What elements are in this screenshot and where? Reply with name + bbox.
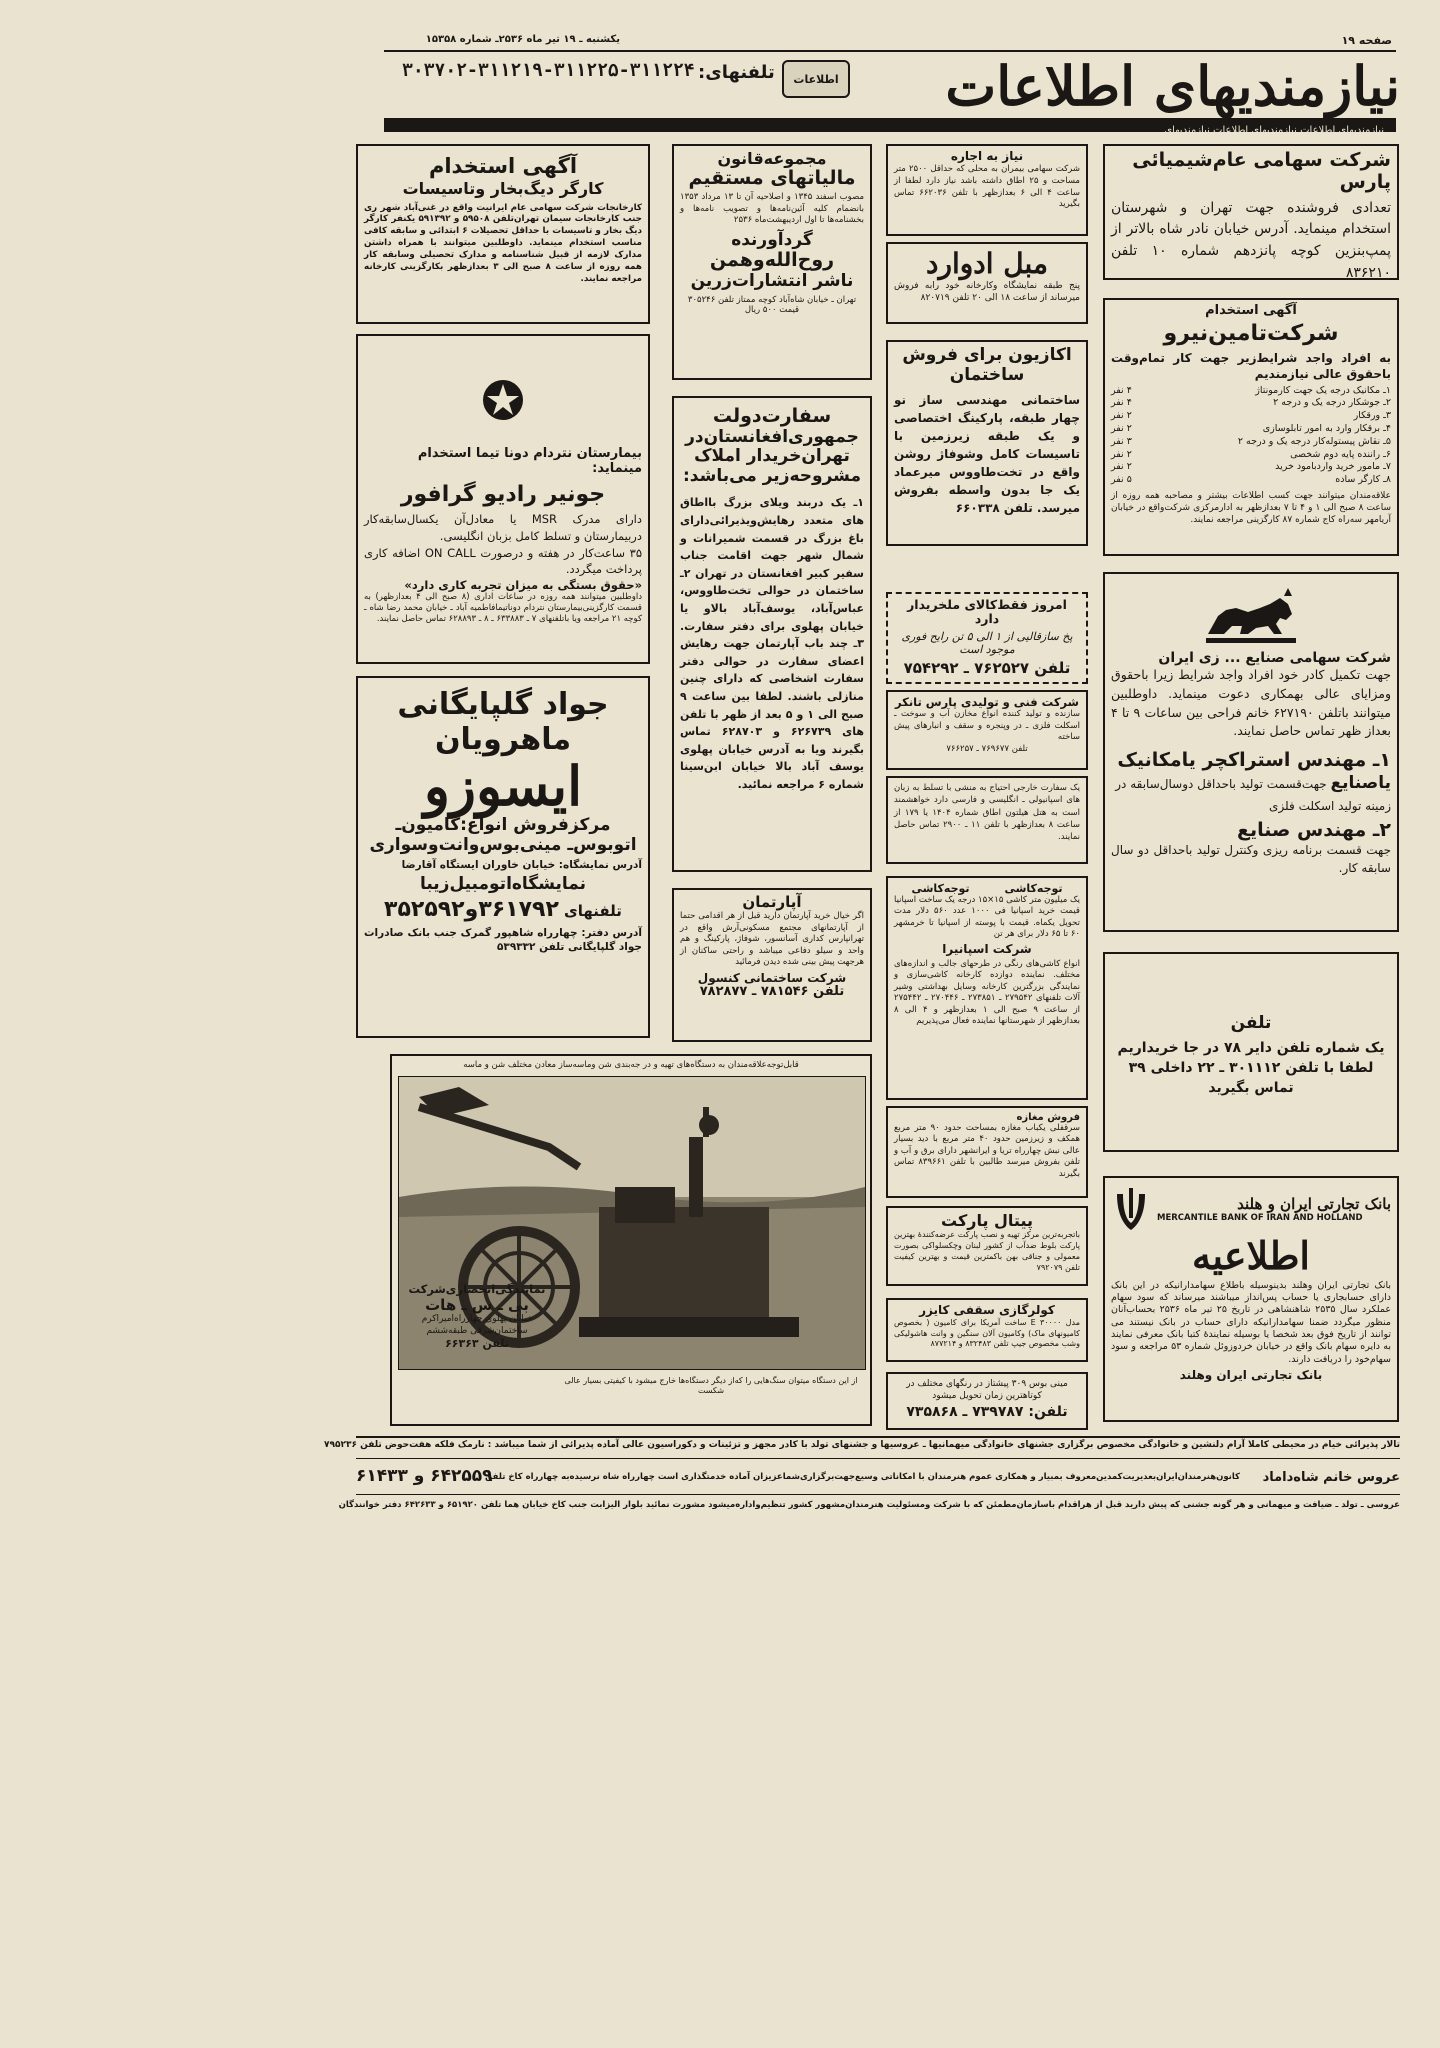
ad-body-3: «حقوق بستگی به میزان تجربه کاری دارد» — [404, 577, 642, 592]
agent-company: بی ـ س ـ هات — [425, 1296, 529, 1314]
ad-title: آپارتمان — [742, 893, 802, 911]
ad-body-2: ۳۵ ساعت‌کار در هفته و درصورت ON CALL اضافه کاری پرداخت میگردد. — [364, 545, 642, 577]
agent-phone: تلفن ۶۶۳۶۳ — [445, 1337, 509, 1351]
footer-line-2-phone: ۶۴۲۵۵۹ و ۶۱۴۳۳ — [356, 1466, 493, 1486]
ad-company: شرکت اسپانیرا — [942, 941, 1032, 956]
bank-name-fa: بانک تجارتی ایران و هلند — [1237, 1195, 1391, 1213]
bank-name-block — [1157, 1195, 1391, 1223]
ad-title: تلفن — [1230, 1013, 1272, 1033]
ad-boiler-job — [356, 144, 650, 324]
ad-title: اطلاعیه — [1192, 1233, 1310, 1278]
ad-title: پیتال پارکت — [941, 1211, 1033, 1230]
bank-emblem-icon — [1111, 1186, 1151, 1232]
showroom-phones: تلفنهای ۳۶۱۷۹۲و۳۵۲۵۹۲ — [384, 897, 622, 923]
ad-title-1: اکازیون برای فروش — [902, 345, 1072, 365]
vehicle-types: اتوبوس‌ـ مینی‌بوس‌وانت‌وسواری — [369, 834, 637, 855]
ad-title-2: مالیاتهای مستقیم — [688, 167, 856, 190]
ad-pars-tanker — [886, 690, 1088, 770]
ad-caption-top: قابل‌توجه‌علاقه‌مندان به دستگاه‌های تهیه‌ و در جه‌بندی شن وماسه‌ساز معادن مختلف شن و ماسه — [463, 1060, 799, 1070]
ad-phone: تلفن: ۷۳۹۷۸۷ ـ ۷۳۵۸۶۸ — [906, 1404, 1068, 1421]
ad-body: جهت تکمیل کادر خود افراد واجد شرایط زیرا باحقوق ومزایای عالی بهمکاری دعوت مینماید. داوطلبین میتوانند باتلفن ۶۲۷۱۹۰ خانم فراحی بین ساعات ۹ تا ۴ بعداز ظهر تماس حاصل نمایند. — [1111, 667, 1391, 739]
ad-title-1: توجه‌کاشی — [1004, 882, 1063, 895]
publisher: ناشر انتشارات‌زرین — [690, 271, 854, 292]
job-item: ۳ـ ورقکار ۲ نفر — [1111, 410, 1391, 422]
ad-title: شرکت‌تامین‌نیرو — [1163, 320, 1339, 346]
job-2-body: جهت قسمت برنامه ریزی وکنترل تولید باحداقل دو سال سابقه کار. — [1111, 842, 1391, 875]
compiler-label: گردآورنده — [731, 229, 813, 250]
job-item: ۶ـ راننده پایه دوم شخصی ۲ نفر — [1111, 448, 1391, 460]
footer-rule-top — [356, 1436, 1400, 1438]
ad-minibus — [886, 1372, 1088, 1430]
ad-embassy-secretary — [886, 776, 1088, 864]
ad-body: مینی بوس ۳۰۹ پیشتاز در رنگهای مختلف در کوتاهترین زمان تحویل میشود — [906, 1379, 1068, 1402]
ad-body: یک سفارت خارجی احتیاج به منشی با تسلط به زبان های اسپانیولی ـ انگلیسی و فارسی دارد خواهشمند است به هتل هیلتون اطاق شماره ۱۴۰۴ یا ۱۷۹ از ساعت ۸ بعدازظهر با تلفن ۱۱ ـ ۲۹۰۰ تماس حاصل نمایند. — [894, 783, 1080, 843]
hospital-intro: بیمارستان نتردام دونا تیما استخدام مینماید: — [417, 446, 642, 476]
ad-title: شرکت سهامی عام‌شیمیائی پارس — [1132, 149, 1391, 193]
footer — [324, 1436, 1400, 1546]
ad-afghan-embassy — [672, 396, 872, 872]
ad-intro: به افراد واجد شرایط‌زیر جهت‌ کار تمام‌وقت باحقوق عالی نیازمندیم — [1111, 351, 1391, 382]
ad-title: امروز فقط‌کالای ملخریدار دارد — [907, 597, 1067, 627]
masthead-phones: ۳۰۳۷۰۲-۳۱۱۲۱۹-۳۱۱۲۲۵-۳۱۱۲۲۴ — [402, 60, 695, 81]
phones-label: تلفنهای: — [698, 62, 775, 83]
ad-subtitle: کارگر دیگ‌بخار وتاسیسات — [402, 179, 604, 199]
job-1-title: ۱ـ مهندس استراکچر یامکانیک — [1117, 749, 1391, 771]
ad-footer: علاقه‌مندان میتوانند جهت کسب اطلاعات بیشتر و مصاحبه همه روزه از ساعت ۸ صبح الی ۱ و ۴ تا ۷ بعدازظهر به ادارمرکزی شرکت‌واقع در خیابان آریامهر سه‌راه کاج شماره ۸۷ کارگزینی مراجعه نمایند. — [1111, 491, 1391, 526]
job-item: ۸ـ کارگر ساده ۵ نفر — [1111, 474, 1391, 486]
masthead-banner — [384, 118, 1396, 136]
footer-rule-mid — [356, 1458, 1400, 1459]
ad-bank — [1103, 1176, 1399, 1422]
ad-title: شرکت فنی و تولیدی پارس تانکر — [895, 695, 1079, 709]
page-header — [338, 0, 1440, 140]
footer-line-2-left: عروس خانم شاه‌داماد — [1262, 1470, 1400, 1485]
ad-title-2: توجه‌کاشی — [911, 882, 970, 895]
ad-company: شرکت ساختمانی کنسول — [697, 970, 847, 985]
ad-goods — [886, 592, 1088, 684]
job-item: ۱ـ مکانیک درجه یک جهت کارمونتاژ ۴ نفر — [1111, 384, 1391, 396]
ad-body: یک میلیون متر کاشی ۱۵×۱۵ درجه یک ساخت اسپانیا قیمت خرید اسپانیا فی ۱۰۰۰ عدد ۵۶۰ دلار مدت تحویل یکماه. قیمت با پوسته از اسپانیا تا خرمشهر ۶۰ تا ۶۵ دلار برای هر تن — [894, 895, 1080, 940]
ad-body: بانک تجارتی ایران وهلند بدینوسیله باطلاع سهامدارانیکه در این بانک دارای حسابجاری یا حساب پس‌انداز میباشند میرساند که سود سهام عملکرد سال ۲۵۳۵ شاهنشاهی در تاریخ ۲۵ تیر ماه ۲۵۳۶ بحساب‌آنان منظور میگردد ضمنا سهامدارانیکه دارای حساب در بانک نیستند می توانند از تاریخ فوق بعد شخصا یا بوسیله نمایندهٔ کتبا بانک معرفی نمایند به دایره سهام بانک واقع در خیابان خردوزوئل شماره ۵۳ مراجعه و سود سهام‌خود را دریافت دارند. — [1111, 1279, 1391, 1365]
footer-line-1: تالار پذیرائی خیام در محیطی کاملا آرام دلنشین و خانوادگی مخصوص برگزاری جشنهای خانوادگی میهمانیها ـ عروسیها و جشنهای تولد با کادر مجهز و تزئینات و دکوراسیون عالی آماده پذیرائی از شما میباشد : نارمک فلکه هفت‌حوض تلفن ۷۹۵۲۳۶ — [324, 1440, 1400, 1450]
ad-phone: تلفن ۷۸۱۵۴۶ ـ ۷۸۲۸۷۷ — [699, 984, 845, 1000]
ad-body: پخ سازقالیی از ۱ الی ۵ تن رایح فوری موجود است — [901, 629, 1073, 656]
ad-title: شرکت سهامی صنایع ... زی ایران — [1158, 650, 1391, 666]
ad-title: کولرگازی سقفی کایزر — [919, 1303, 1055, 1317]
bank-logo-row — [1111, 1186, 1391, 1232]
ad-caption-bottom: از این دستگاه میتوان سنگ‌هایی را که‌از دیگر دستگاه‌ها خارج میشود‌ با کیفیتی بسیار عالی شکست — [564, 1376, 858, 1396]
job-item: ۵ـ نقاش پیستوله‌کار درجه یک و درجه ۲ ۳ نفر — [1111, 435, 1391, 447]
ad-phone: تلفن ۷۶۹۶۷۷ ـ ۷۶۶۲۵۷ — [946, 743, 1028, 754]
job-item: ۴ـ برقکار وارد به امور تابلوسازی ۲ نفر — [1111, 423, 1391, 435]
ad-body-2: انواع کاشی‌های رنگی در طرحهای جالب و اندازه‌های مختلف. نماینده دوازده کارخانه کاشی‌سازی و نمایندگی بزرگترین کارخانه وسایل بهداشتی وشیر آلات تلفنهای ۲۷۹۵۴۲ ـ ۲۷۳۸۵۱ ـ ۲۷۰۴۴۶ ـ ۲۷۵۴۴۲ از ساعت ۹ صبح الی ۱ بعدازظهر و ۴ الی ۸ بعدازظهر از شهرستانها نماینده فعال می‌پذیریم — [894, 958, 1080, 1027]
footer-rule-low — [356, 1494, 1400, 1495]
ad-body: مدل E ۳۰۰۰۰ ساخت آمریکا برای کامیون ( بخصوص کامیونهای ماک) وکامیون آلان سنگین و وانت هاشولیکی وشب مخصوص جیپ تلفن ۸۳۲۴۸۳ و ۸۷۷۲۱۴ — [894, 1317, 1080, 1349]
agent-info — [402, 1282, 552, 1350]
ad-body: شرکت سهامی بیمران به محلی که حداقل ۲۵۰۰ متر مساحت و ۲۵ اطاق داشته باشد نیاز دارد لطفا از ساعت ۴ الی ۶ بعدازظهر با تلفن ۶۶۲۰۳۶ تماس بگیرید — [894, 163, 1080, 210]
ad-gravel-machine — [390, 1054, 872, 1426]
ad-body: سازنده و تولید کننده انواع مخازن آب و سوخت ـ اسکلت فلزی ـ در وپنجره و سقف و انبارهای پیش ساخته — [894, 709, 1080, 743]
ad-title-1: مجموعه‌قانون — [717, 149, 827, 168]
ad-title: نیاز به اجاره — [950, 149, 1024, 163]
ad-title: فروش مغازه — [1016, 1112, 1080, 1123]
office-address: آدرس دفتر: چهارراه شاهپور گمرک جنب بانک صادرات جواد گلپایگانی تلفن ۵۳۹۳۳۲ — [364, 927, 642, 954]
ad-title: جونیر رادیو گرافور — [400, 482, 606, 507]
showroom-address: آدرس نمایشگاه: خیابان خاوران ایستگاه آقارضا — [401, 859, 642, 872]
page-number: صفحه ۱۹ — [1341, 34, 1392, 47]
ad-name: جواد گلپایگانی — [397, 687, 609, 722]
ad-title-2: جمهوری‌افغانستان‌در — [685, 426, 859, 447]
ad-phone-sale — [1103, 952, 1399, 1152]
ad-body-4: داوطلبین میتوانند همه روزه در ساعات اداری (۸ صبح الی ۴ بعدازظهر) به قسمت کارگزینی‌بیمارستان نتردام دوناتیمافاطمیه آباد ـ خیابان محمد رضا شاه ـ کوچه ۲۱ مراجعه ویا باتلفنهای ۷ ـ ۶۳۳۸۸۳ ـ ۸ ـ ۶۲۸۸۹۳ تماس حاصل نمایند. — [364, 591, 642, 625]
tile-titles — [894, 882, 1080, 895]
ad-body: سرقفلی یکباب مغازه بمساحت حدود ۹۰ متر مربع همکف و زیرزمین حدود ۴۰ متر مربع با دید بسیار عالی نبش چهارراه تریا و ایرانشهر دارای برق و آب و تلفن بفروش میرسد طالبین با تلفن ۸۳۹۶۶۱ تماس بگیرند — [894, 1123, 1081, 1179]
logo-text: اطلاعات — [793, 72, 839, 86]
ad-building-sale — [886, 340, 1088, 546]
showroom-name: نمایشگاه‌اتومبیل‌زیبا — [419, 874, 587, 895]
ad-body: کارخانجات شرکت سهامی عام ایرانیت واقع در غنی‌آباد شهر ری جنب کارخانجات سیمان تهران‌تلفن ۵۹۵۰۸ و ۵۹۱۳۹۲ یکنفر کارگر دیگ بخار و تاسیسات با حداقل تحصیلات ۶ ابتدائی و سابقه کافی مناسب استخدام مینماید. داوطلبین میتوانند با همراه داشتن مدارک لازمه از قبیل شناسنامه و مدارک تحصیلی وسابقه کار همه روزه از ساعت ۸ صبح الی ۳ بعدازظهر بکارگزینی کارخانه مراجعه نمایند. — [364, 202, 643, 284]
ad-title-2: ساختمان — [949, 364, 1025, 385]
brand-name: ایسوزو — [423, 754, 583, 818]
hospital-seal — [453, 344, 553, 444]
job-2-title: ۲ـ مهندس صنایع — [1237, 818, 1391, 841]
job-item: ۷ـ مامور خرید واردبامود خرید ۲ نفر — [1111, 461, 1391, 473]
ad-signature: بانک تجارتی ایران وهلند — [1179, 1368, 1323, 1383]
bank-name-en: MERCANTILE BANK OF IRAN AND HOLLAND — [1157, 1213, 1363, 1223]
agent-address: خیابان پهلوی چهارراه‌امیراکرم ساختمان‌شرقی‌ طبقه‌ششم — [421, 1314, 533, 1336]
lion-emblem-icon — [1196, 586, 1306, 646]
ad-tile — [886, 876, 1088, 1100]
banner-text: نیازمندیهای اطلاعات نیازمندیهای اطلاعات نیازمندیهای — [1164, 125, 1384, 136]
ad-isuzu-golpayegani — [356, 676, 650, 1038]
ad-title: مبل ادوارد — [926, 247, 1048, 280]
ad-pars-chemical — [1103, 144, 1399, 280]
ad-tax-law-book — [672, 144, 872, 380]
ad-hospital — [356, 334, 650, 664]
ad-job-list — [1111, 385, 1391, 488]
ad-rent-needed — [886, 144, 1088, 236]
ad-tamin-niroo — [1103, 298, 1399, 556]
ad-title-1: سفارت‌دولت — [712, 405, 832, 427]
hospital-seal-icon — [453, 344, 553, 444]
ad-body: ساختمانی مهندسی ساز نو چهار طبقه، پارکینگ اختصاصی و یک طبقه زیرزمین با تاسیسات کامل وشوفاژ روشن واقع در تخت‌طاووس میرعماد یک جا بدون واسطه بفروش میرسد. تلفن ۶۶۰۳۳۸ — [894, 393, 1080, 516]
header-rule — [384, 50, 1396, 52]
compiler-name: روح‌الله‌وهمن — [709, 249, 835, 272]
agent-label: نمایندگی‌انحصاری‌شرکت — [408, 1282, 546, 1296]
lion-logo — [1196, 586, 1306, 646]
ad-shop-sale — [886, 1106, 1088, 1198]
ad-header: آگهی استخدام — [1205, 303, 1297, 318]
ad-title-3: تهران‌خریدار املاک — [694, 446, 850, 467]
ad-phone: تلفن ۷۶۲۵۲۷ ـ ۷۵۴۲۹۲ — [903, 658, 1071, 677]
svg-text:NOTRE DAME DE FATIMA HOSPITAL — [453, 344, 457, 347]
masthead-title: نیازمندیهای اطلاعات — [945, 54, 1400, 118]
ad-body: باتجربه‌ترین مرکز تهیه و نصب پارکت عرضه‌کنندهٔ بهترین پارکت بلوط ضدآب از کشور لبنان وچکسلواکی بصورت معمولی و جناقی بهن باکمترین قیمت و بهترین کیفیت تلفن ۷۹۲۰۷۹ — [894, 1230, 1080, 1272]
ad-body: اگر خیال خرید آپارتمان دارید قبل از هر اقدامی حتما از آپارتمانهای مجتمع مسکونی‌آرش واقع در تهرانپارس کداری آسانسور، شوفاژ، پارکینگ و هم واحد و سیلو دفاعی میباشد و راحتی ساکنان از هرجهت پیش بینی شده دیدن فرمائید — [680, 911, 864, 968]
ad-address: تهران ـ خیابان شاه‌آباد کوچه ممتاز تلفن ۳۰۵۲۴۶ — [687, 294, 857, 305]
ad-price: قیمت ۵۰۰ ریال — [744, 304, 800, 315]
issue-date: یکشنبه ـ ۱۹ تیر ماه ۲۵۳۶ـ شماره ۱۵۳۵۸ — [425, 34, 620, 45]
ad-body: یک شماره تلفن دایر ۷۸ در جا خریداریم لطفا با تلفن ۳۰۱۱۱۲ ـ ۲۲ داخلی ۳۹ تماس بگیرید — [1117, 1039, 1385, 1097]
job-item: ۲ـ جوشکار درجه یک و درجه ۲ ۴ نفر — [1111, 397, 1391, 409]
ad-pital-parquet — [886, 1206, 1088, 1286]
ad-kaiser-cooler — [886, 1298, 1088, 1362]
ad-title: آگهی استخدام — [428, 154, 578, 178]
ad-sub: ماهرویان — [434, 721, 572, 757]
sales-center: مرکزفروش انواع:کامیون‌ـ — [395, 815, 611, 836]
footer-line-2: کانون‌هنرمندان‌ایران‌بعدیریت‌کمدین‌معروف بمبیار و همکاری عموم هنرمندان با امکاناتی وسیع‌جهت‌برگزاری‌شماعزیزان آماده خدمتگذاری است چهارراه شاه نرسیده‌به چهارراه کاخ تلفن — [484, 1472, 1240, 1482]
ad-body: مصوب اسفند ۱۳۴۵ و اصلاحیه آن تا ۱۳ مرداد ۱۳۵۳ بانضمام کلیه آئین‌نامه‌ها و تصویب نامه‌ها و بخشنامه‌ها تا اول اردیبهشت‌ماه ۲۵۳۶ — [680, 192, 865, 226]
job-1: یاصنایع جهت‌قسمت تولید باحداقل دوسال‌سابقه در زمینه تولید اسکلت فلزی — [1115, 773, 1391, 813]
ad-apartment — [672, 888, 872, 1042]
ad-title-4: مشروحه‌زیر می‌باشد: — [682, 465, 862, 486]
ad-edward-furniture — [886, 242, 1088, 324]
ad-body: پنج طبقه نمایشگاه وکارخانه خود رابه فروش میرساند از ساعت ۱۸ الی ۲۰ تلفن ۸۲۰۷۱۹ — [894, 281, 1080, 304]
ad-body: ۱ـ یک دربند ویلای بزرگ بااطاق های متعدد رهایش‌ویذیرائی‌دارای باغ بزرگ در قسمت شمیرانات و شمال شهر جهت اقامت جناب سفیر کبیر افغانستان در تهران ۲ـ ساختمان در حوالی تخت‌طاووس، عباس‌آباد، یوسف‌آباد بالاو یا خیابان پهلوی برای دفتر سفارت. ۳ـ چند باب آپارتمان جهت رهایش اعضای سفارت در حوالی دفتر سفارت اشخاصی که دارای چنین منازلی باشند. لطفا بین ساعت ۹ صبح الی ۱ و ۵ بعد از ظهر با تلفن های ۶۲۶۷۳۹ و ۶۲۸۷۰۳ تماس بگیرند ویا به آدرس خیابان پهلوی یوسف آباد بالا خیابان ابن‌سینا شماره ۶ مراجعه نمائید. — [680, 496, 865, 791]
footer-line-3: عروسی ـ تولد ـ ضیافت و میهمانی و هر گونه جشنی که پیش دارید قبل از هراقدام باسازمان‌مطمئن که با شرکت ومسئولیت هنرمندان‌مشهور کشور تنظیم‌واداره‌میشود مشورت نمائید بلوار الیزابت جنب کاخ خیابان هما تلفن ۶۵۱۹۲۰ و ۶۴۲۶۳۳ دفتر خوانندگان — [338, 1500, 1400, 1510]
ad-body-1: دارای مدرک MSR یا معادل‌آن یکسال‌سابقه‌کار دربیمارستان و تسلط کامل بزبان انگلیسی. — [364, 512, 642, 543]
masthead-logo — [782, 60, 850, 98]
ad-sanaye — [1103, 572, 1399, 932]
ad-body: تعدادی فروشنده جهت تهران و شهرستان استخدام مینماید. آدرس خیابان نادر شاه بالاتر از پمپ‌بنزین کوچه پانزدهم شماره ۱۰ تلفن ۸۳۶۲۱۰ — [1111, 199, 1391, 281]
